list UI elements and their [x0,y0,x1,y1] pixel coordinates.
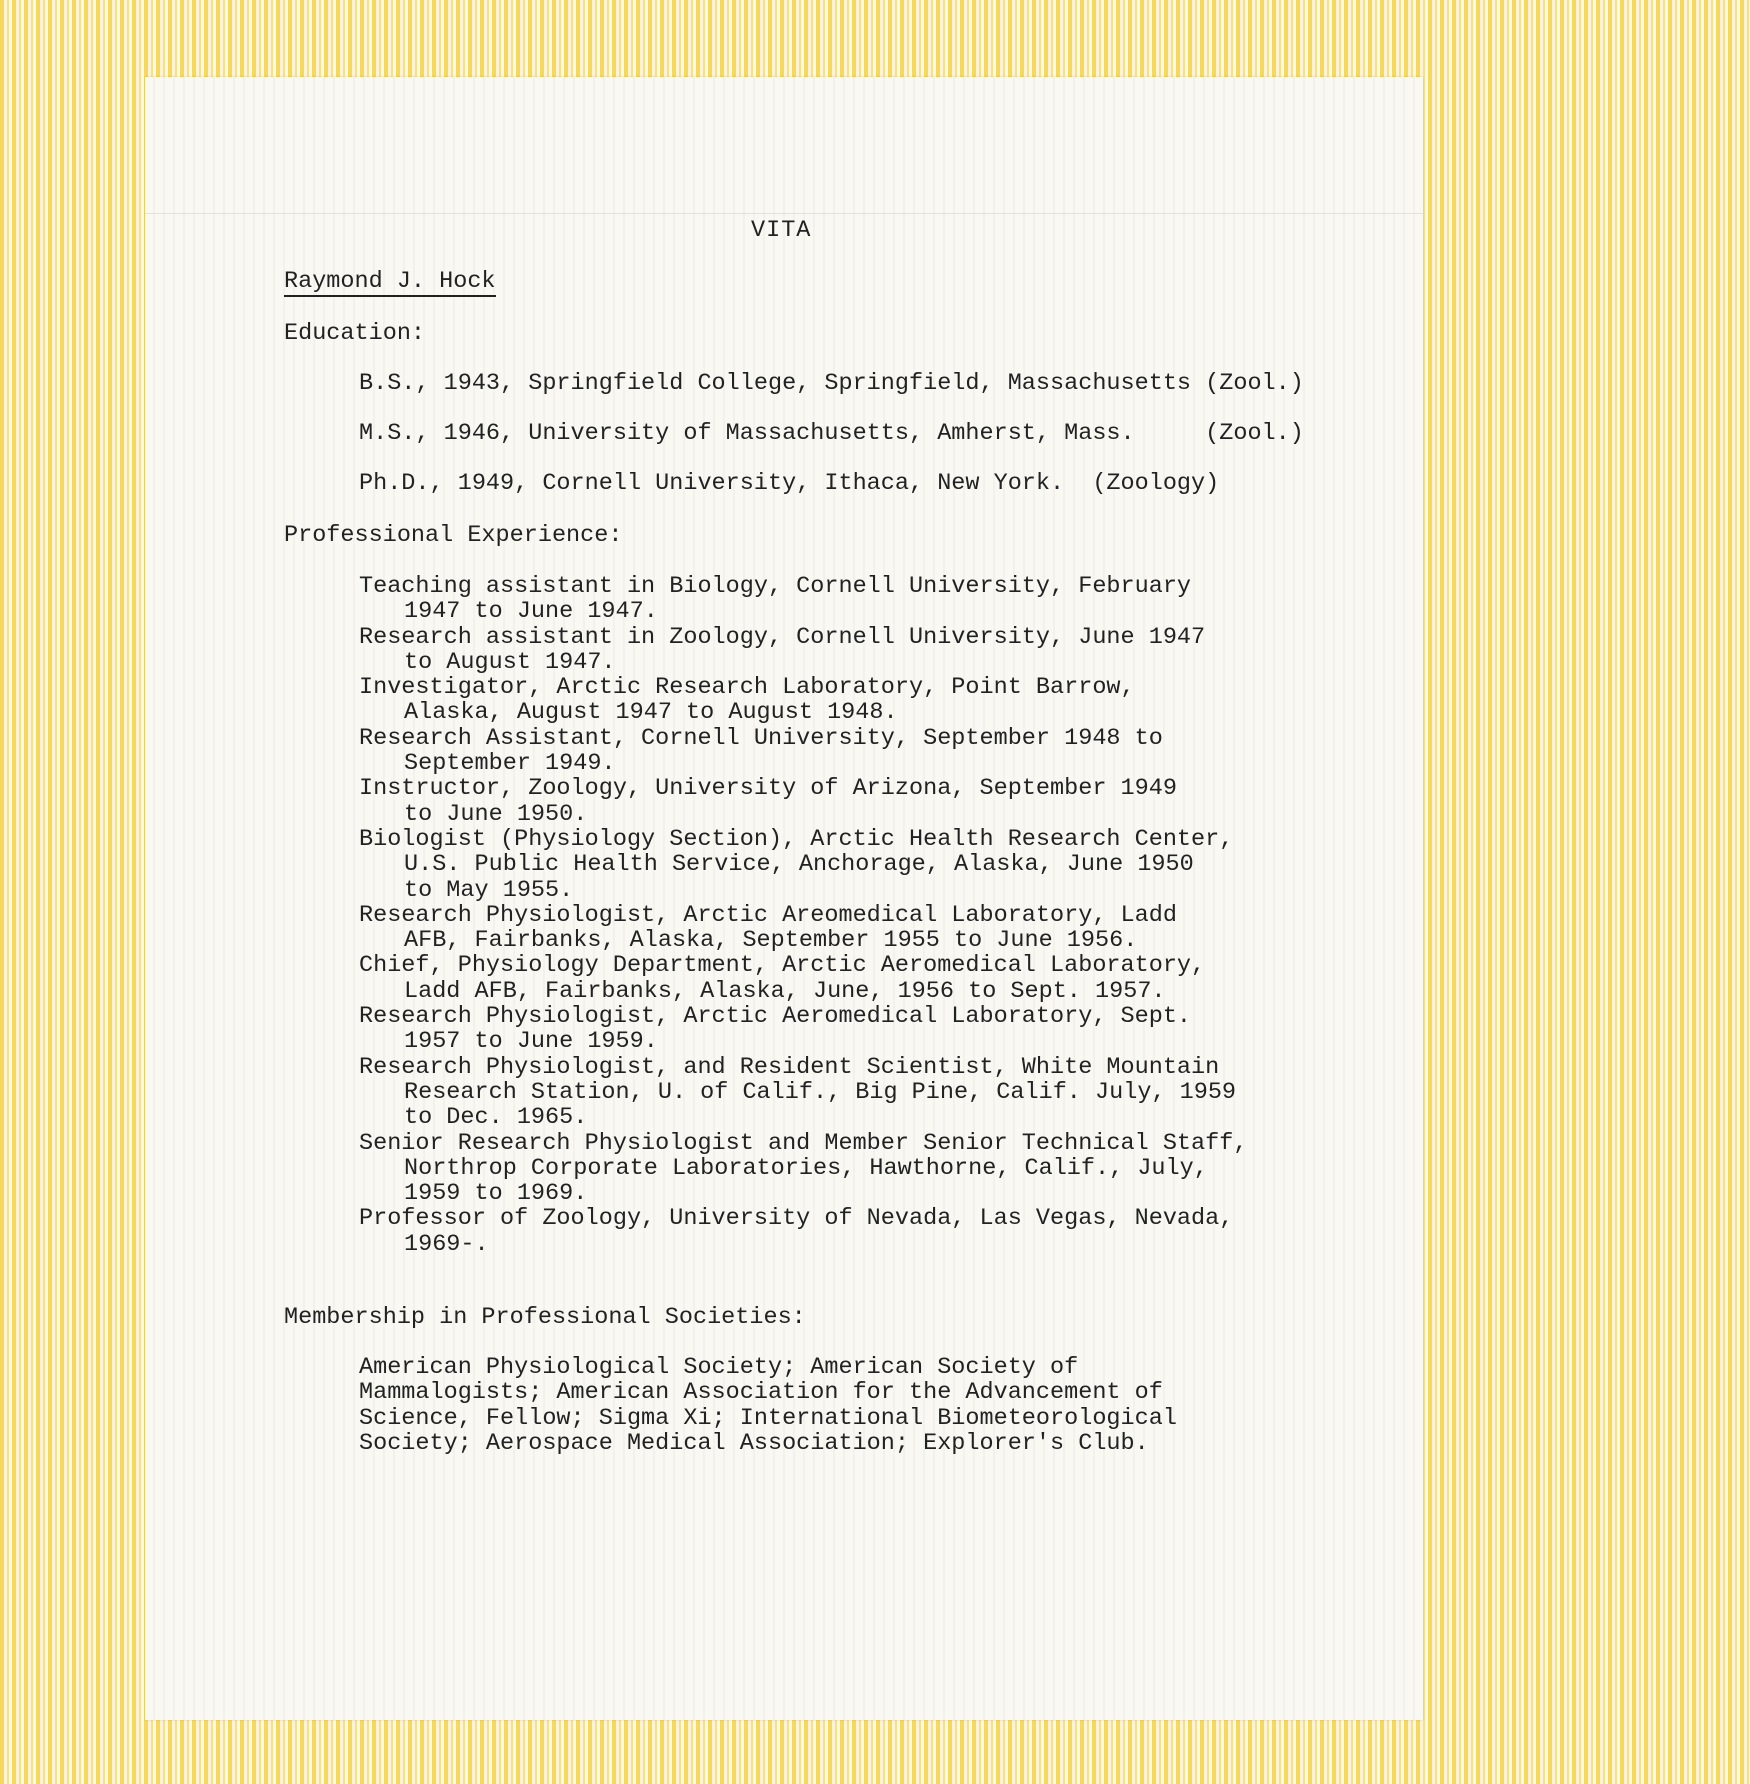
education-item-ms: M.S., 1946, University of Massachusetts, Amherst, Mass. (Zool.) [359,420,1304,447]
experience-item [359,1004,1247,1055]
experience-line: Senior Research Physiologist and Member Senior Technical Staff, [359,1129,1248,1157]
experience-line: Instructor, Zoology, University of Arizona, September 1949 [359,775,1177,803]
experience-item [359,1206,1247,1257]
experience-line: Investigator, Arctic Research Laboratory, Point Barrow, [359,674,1135,702]
membership-line: Society; Aerospace Medical Association; Explorer's Club. [359,1429,1149,1457]
education-item-phd: Ph.D., 1949, Cornell University, Ithaca, New York. (Zoology) [359,470,1220,497]
experience-item [359,903,1247,954]
experience-line: Northrop Corporate Laboratories, Hawthorne, Calif., July, [404,1154,1208,1182]
membership-line: Science, Fellow; Sigma Xi; International Biometeorological [359,1404,1177,1432]
experience-line: to August 1947. [404,648,616,676]
person-name: Raymond J. Hock [284,269,496,297]
education-item-bs: B.S., 1943, Springfield College, Springfield, Massachusetts (Zool.) [359,370,1304,397]
experience-line: Alaska, August 1947 to August 1948. [404,699,898,727]
experience-line: Chief, Physiology Department, Arctic Aeromedical Laboratory, [359,952,1206,980]
document-title: VITA [751,217,812,244]
experience-heading: Professional Experience: [284,522,623,549]
experience-line: 1959 to 1969. [404,1180,588,1208]
experience-item [359,675,1247,726]
experience-item [359,726,1247,777]
experience-line: to Dec. 1965. [404,1104,588,1132]
experience-line: U.S. Public Health Service, Anchorage, Alaska, June 1950 [404,851,1194,879]
document-page [145,77,1423,1720]
experience-line: September 1949. [404,750,616,778]
experience-item [359,625,1247,676]
membership-line: American Physiological Society; American Society of [359,1354,1079,1381]
vita-document [145,77,1423,1720]
experience-line: 1947 to June 1947. [404,598,658,626]
experience-line: Research Physiologist, Arctic Aeromedical Laboratory, Sept. [359,1003,1192,1031]
experience-line: Research assistant in Zoology, Cornell University, June 1947 [359,623,1206,651]
experience-line: Research Physiologist, Arctic Areomedical Laboratory, Ladd [359,901,1177,929]
experience-line: to May 1955. [404,876,574,904]
experience-line: Teaching assistant in Biology, Cornell University, February [359,573,1192,600]
experience-line: Research Physiologist, and Resident Scientist, White Mountain [359,1053,1220,1081]
membership-heading: Membership in Professional Societies: [284,1304,806,1331]
experience-line: Research Station, U. of Calif., Big Pine, Calif. July, 1959 [404,1078,1237,1106]
experience-item [359,953,1247,1004]
experience-list [359,574,1247,1257]
membership-line: Mammalogists; American Association for the Advancement of [359,1379,1163,1407]
experience-line: Ladd AFB, Fairbanks, Alaska, June, 1956 to Sept. 1957. [404,977,1166,1005]
experience-item [359,574,1247,625]
experience-item [359,1131,1247,1207]
experience-line: 1969-. [404,1230,489,1258]
experience-line: Research Assistant, Cornell University, September 1948 to [359,724,1163,752]
experience-item [359,776,1247,827]
experience-line: AFB, Fairbanks, Alaska, September 1955 to June 1956. [404,927,1138,955]
education-heading: Education: [284,320,426,347]
experience-line: Biologist (Physiology Section), Arctic Health Research Center, [359,825,1234,853]
experience-line: to June 1950. [404,800,588,828]
experience-line: Professor of Zoology, University of Nevada, Las Vegas, Nevada, [359,1205,1234,1233]
experience-line: 1957 to June 1959. [404,1028,658,1056]
experience-item [359,827,1247,903]
membership-paragraph [359,1355,1177,1456]
experience-item [359,1055,1247,1131]
